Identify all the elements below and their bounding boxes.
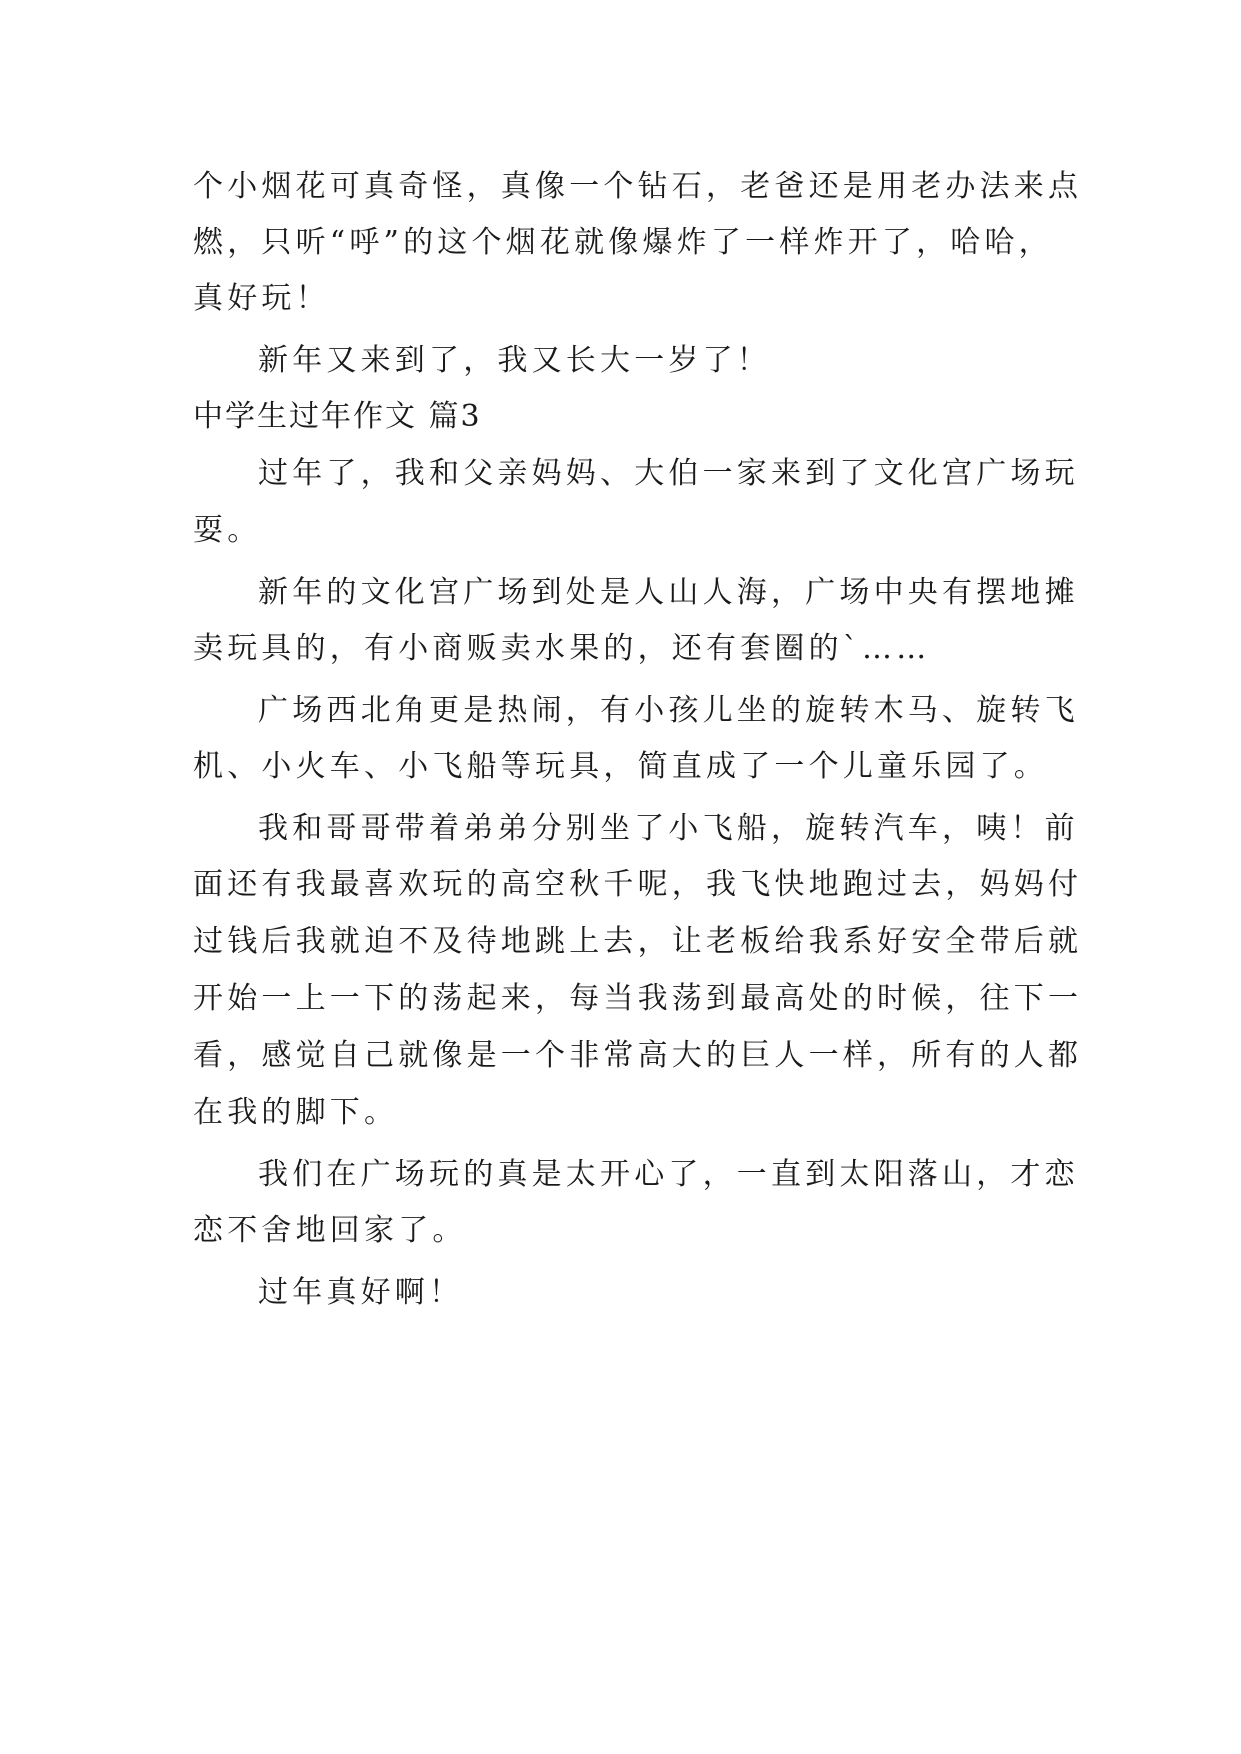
paragraph-line: 燃，只听“呼”的这个烟花就像爆炸了一样炸开了，哈哈， bbox=[193, 225, 1053, 260]
paragraph-line: 过年了，我和父亲妈妈、大伯一家来到了文化宫广场玩 bbox=[258, 456, 1079, 491]
paragraph-line: 我和哥哥带着弟弟分别坐了小飞船，旋转汽车，咦！前 bbox=[258, 811, 1079, 846]
paragraph-line: 我们在广场玩的真是太开心了，一直到太阳落山，才恋 bbox=[258, 1157, 1079, 1192]
section-heading: 中学生过年作文 篇3 bbox=[193, 399, 482, 434]
paragraph-line: 在我的脚下。 bbox=[193, 1095, 399, 1130]
paragraph-line: 耍。 bbox=[193, 513, 262, 548]
paragraph-line: 新年又来到了，我又长大一岁了！ bbox=[258, 343, 771, 378]
paragraph-line: 新年的文化宫广场到处是人山人海，广场中央有摆地摊 bbox=[258, 575, 1079, 610]
paragraph-line: 开始一上一下的荡起来，每当我荡到最高处的时候，往下一 bbox=[193, 981, 1083, 1016]
paragraph-line: 过年真好啊！ bbox=[258, 1275, 464, 1310]
paragraph-line: 广场西北角更是热闹，有小孩儿坐的旋转木马、旋转飞 bbox=[258, 693, 1079, 728]
paragraph-line: 个小烟花可真奇怪，真像一个钻石，老爸还是用老办法来点 bbox=[193, 169, 1083, 204]
paragraph-line: 卖玩具的，有小商贩卖水果的，还有套圈的`…… bbox=[193, 631, 931, 666]
paragraph-line: 过钱后我就迫不及待地跳上去，让老板给我系好安全带后就 bbox=[193, 924, 1083, 959]
paragraph-line: 面还有我最喜欢玩的高空秋千呢，我飞快地跑过去，妈妈付 bbox=[193, 867, 1083, 902]
paragraph-line: 机、小火车、小飞船等玩具，简直成了一个儿童乐园了。 bbox=[193, 749, 1048, 784]
paragraph-line: 恋不舍地回家了。 bbox=[193, 1213, 467, 1248]
paragraph-line: 真好玩！ bbox=[193, 281, 330, 316]
paragraph-line: 看，感觉自己就像是一个非常高大的巨人一样，所有的人都 bbox=[193, 1038, 1083, 1073]
